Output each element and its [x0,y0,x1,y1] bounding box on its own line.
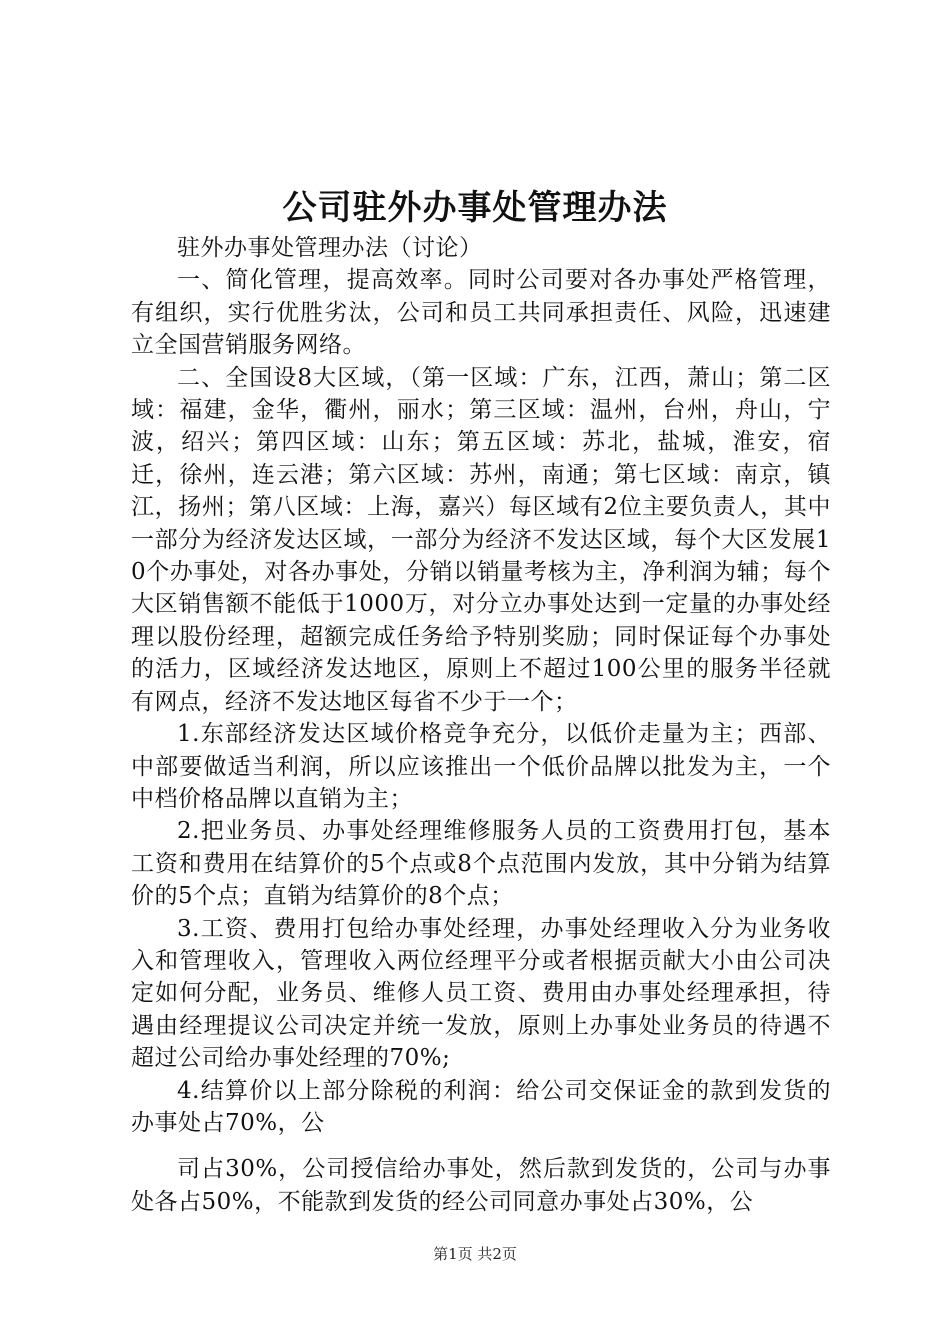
paragraph-item-4: 4.结算价以上部分除税的利润：给公司交保证金的款到发货的办事处占70%，公 [131,1077,831,1136]
document-title: 公司驻外办事处管理办法 [282,188,668,228]
paragraph-subtitle: 驻外办事处管理办法（讨论） [177,235,483,261]
document-body [131,232,831,1218]
page-indicator: 第1页 共2页 [433,1245,517,1263]
paragraph-section-2: 二、全国设8大区域，（第一区域：广东，江西，萧山；第二区域：福建，金华，衢州，丽水；第三区域：温州，台州，舟山，宁波，绍兴；第四区域：山东；第五区域：苏北，盐城，淮安，宿迁，徐州，连云港；第六区域：苏州，南通；第七区域：南京，镇江，扬州；第八区域：上海，嘉兴）每区域有2位主要负责人，其中一部分为经济发达区域，一部分为经济不发达区域，每个大区发展10个办事处，对各办事处，分销以销量考核为主，净利润为辅；每个大区销售额不能低于1000万，对分立办事处达到一定量的办事处经理以股份经理，超额完成任务给予特别奖励；同时保证每个办事处的活力，区域经济发达地区，原则上不超过100公里的服务半径就有网点，经济不发达地区每省不少于一个； [131,364,831,715]
paragraph-section-1: 一、简化管理，提高效率。同时公司要对各办事处严格管理，有组织，实行优胜劣汰，公司和员工共同承担责任、风险，迅速建立全国营销服务网络。 [131,267,831,359]
paragraph-item-3: 3.工资、费用打包给办事处经理，办事处经理收入分为业务收入和管理收入，管理收入两位经理平分或者根据贡献大小由公司决定如何分配，业务员、维修人员工资、费用由办事处经理承担，待遇由经理提议公司决定并统一发放，原则上办事处业务员的待遇不超过公司给办事处经理的70%; [131,915,831,1072]
paragraph-continuation: 司占30%，公司授信给办事处，然后款到发货的，公司与办事处各占50%，不能款到发货的经公司同意办事处占30%，公 [131,1156,831,1215]
paragraph-item-2: 2.把业务员、办事处经理维修服务人员的工资费用打包，基本工资和费用在结算价的5个点或8个点范围内发放，其中分销为结算价的5个点；直销为结算价的8个点； [131,818,831,910]
paragraph-item-1: 1.东部经济发达区域价格竞争充分，以低价走量为主；西部、中部要做适当利润，所以应该推出一个低价品牌以批发为主，一个中档价格品牌以直销为主； [131,721,831,812]
